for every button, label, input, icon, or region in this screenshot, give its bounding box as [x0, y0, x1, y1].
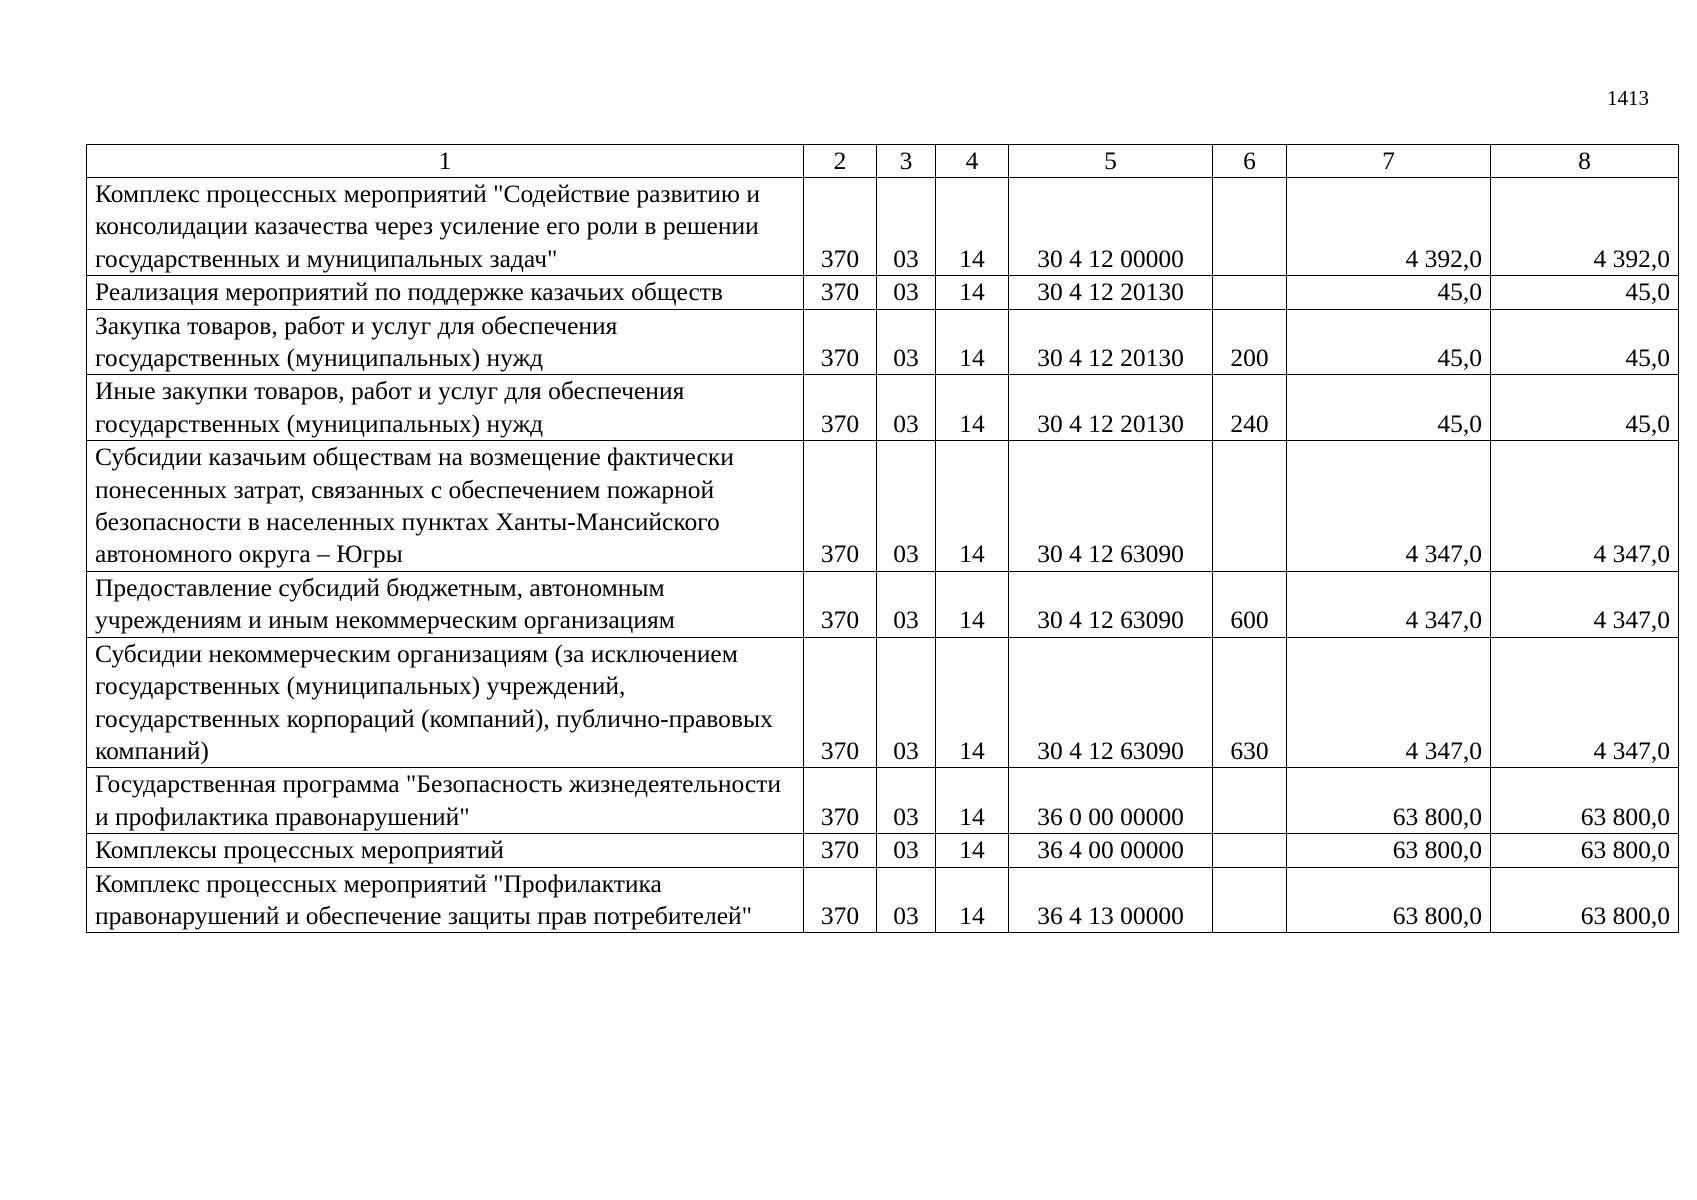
subsection-code-cell: 14: [936, 768, 1009, 834]
target-article-cell: 36 4 13 00000: [1009, 867, 1213, 933]
target-article-cell: 36 0 00 00000: [1009, 768, 1213, 834]
amount-cell: 4 347,0: [1287, 571, 1491, 637]
column-header: 2: [804, 145, 877, 178]
table-header-row: [87, 145, 1679, 178]
ved-code-cell: 370: [804, 768, 877, 834]
ved-code-cell: 370: [804, 375, 877, 441]
amount-cell: 45,0: [1491, 375, 1679, 441]
ved-code-cell: 370: [804, 276, 877, 309]
table-body: [87, 145, 1679, 933]
target-article-cell: 30 4 12 20130: [1009, 276, 1213, 309]
section-code-cell: 03: [877, 637, 936, 768]
table-row: [87, 637, 1679, 768]
expense-type-cell: [1213, 441, 1287, 572]
target-article-cell: 30 4 12 63090: [1009, 441, 1213, 572]
amount-cell: 45,0: [1287, 276, 1491, 309]
target-article-cell: 30 4 12 63090: [1009, 637, 1213, 768]
subsection-code-cell: 14: [936, 867, 1009, 933]
target-article-cell: 30 4 12 20130: [1009, 309, 1213, 375]
row-name-cell: Комплекс процессных мероприятий "Содействие развитию и консолидации казачества через усиление его роли в решении государственных и муниципальных задач": [87, 178, 804, 276]
amount-cell: 45,0: [1491, 276, 1679, 309]
table-row: [87, 571, 1679, 637]
column-header: 5: [1009, 145, 1213, 178]
budget-table: [86, 144, 1679, 933]
amount-cell: 4 392,0: [1491, 178, 1679, 276]
page-number: 1413: [1607, 86, 1649, 110]
expense-type-cell: 630: [1213, 637, 1287, 768]
row-name-cell: Комплекс процессных мероприятий "Профилактика правонарушений и обеспечение защиты прав потребителей": [87, 867, 804, 933]
expense-type-cell: 600: [1213, 571, 1287, 637]
table-row: [87, 276, 1679, 309]
amount-cell: 4 347,0: [1491, 637, 1679, 768]
subsection-code-cell: 14: [936, 375, 1009, 441]
row-name-cell: Субсидии казачьим обществам на возмещение фактически понесенных затрат, связанных с обеспечением пожарной безопасности в населенных пунктах Ханты-Мансийского автономного округа – Югры: [87, 441, 804, 572]
ved-code-cell: 370: [804, 178, 877, 276]
section-code-cell: 03: [877, 309, 936, 375]
table-row: [87, 867, 1679, 933]
section-code-cell: 03: [877, 441, 936, 572]
row-name-cell: Предоставление субсидий бюджетным, автономным учреждениям и иным некоммерческим организациям: [87, 571, 804, 637]
amount-cell: 63 800,0: [1491, 768, 1679, 834]
column-header: 6: [1213, 145, 1287, 178]
subsection-code-cell: 14: [936, 834, 1009, 867]
target-article-cell: 30 4 12 63090: [1009, 571, 1213, 637]
subsection-code-cell: 14: [936, 309, 1009, 375]
column-header: 1: [87, 145, 804, 178]
amount-cell: 63 800,0: [1287, 768, 1491, 834]
ved-code-cell: 370: [804, 441, 877, 572]
section-code-cell: 03: [877, 571, 936, 637]
ved-code-cell: 370: [804, 637, 877, 768]
subsection-code-cell: 14: [936, 441, 1009, 572]
amount-cell: 63 800,0: [1287, 867, 1491, 933]
expense-type-cell: 240: [1213, 375, 1287, 441]
amount-cell: 4 347,0: [1287, 441, 1491, 572]
subsection-code-cell: 14: [936, 178, 1009, 276]
amount-cell: 63 800,0: [1491, 834, 1679, 867]
amount-cell: 4 347,0: [1491, 571, 1679, 637]
row-name-cell: Комплексы процессных мероприятий: [87, 834, 804, 867]
amount-cell: 4 347,0: [1491, 441, 1679, 572]
amount-cell: 4 392,0: [1287, 178, 1491, 276]
ved-code-cell: 370: [804, 834, 877, 867]
ved-code-cell: 370: [804, 571, 877, 637]
target-article-cell: 36 4 00 00000: [1009, 834, 1213, 867]
ved-code-cell: 370: [804, 309, 877, 375]
table-row: [87, 309, 1679, 375]
column-header: 7: [1287, 145, 1491, 178]
expense-type-cell: [1213, 768, 1287, 834]
section-code-cell: 03: [877, 768, 936, 834]
ved-code-cell: 370: [804, 867, 877, 933]
expense-type-cell: [1213, 867, 1287, 933]
amount-cell: 63 800,0: [1287, 834, 1491, 867]
subsection-code-cell: 14: [936, 276, 1009, 309]
column-header: 4: [936, 145, 1009, 178]
amount-cell: 45,0: [1491, 309, 1679, 375]
column-header: 3: [877, 145, 936, 178]
table-row: [87, 375, 1679, 441]
amount-cell: 45,0: [1287, 375, 1491, 441]
target-article-cell: 30 4 12 00000: [1009, 178, 1213, 276]
row-name-cell: Закупка товаров, работ и услуг для обеспечения государственных (муниципальных) нужд: [87, 309, 804, 375]
row-name-cell: Государственная программа "Безопасность жизнедеятельности и профилактика правонарушений": [87, 768, 804, 834]
column-header: 8: [1491, 145, 1679, 178]
subsection-code-cell: 14: [936, 637, 1009, 768]
table-row: [87, 441, 1679, 572]
subsection-code-cell: 14: [936, 571, 1009, 637]
table-row: [87, 768, 1679, 834]
row-name-cell: Иные закупки товаров, работ и услуг для обеспечения государственных (муниципальных) нужд: [87, 375, 804, 441]
amount-cell: 4 347,0: [1287, 637, 1491, 768]
target-article-cell: 30 4 12 20130: [1009, 375, 1213, 441]
expense-type-cell: [1213, 276, 1287, 309]
row-name-cell: Субсидии некоммерческим организациям (за исключением государственных (муниципальных) учреждений, государственных корпораций (компаний), публично-правовых компаний): [87, 637, 804, 768]
expense-type-cell: [1213, 178, 1287, 276]
amount-cell: 63 800,0: [1491, 867, 1679, 933]
section-code-cell: 03: [877, 834, 936, 867]
expense-type-cell: 200: [1213, 309, 1287, 375]
section-code-cell: 03: [877, 178, 936, 276]
row-name-cell: Реализация мероприятий по поддержке казачьих обществ: [87, 276, 804, 309]
section-code-cell: 03: [877, 276, 936, 309]
amount-cell: 45,0: [1287, 309, 1491, 375]
table-row: [87, 834, 1679, 867]
table-row: [87, 178, 1679, 276]
expense-type-cell: [1213, 834, 1287, 867]
section-code-cell: 03: [877, 867, 936, 933]
section-code-cell: 03: [877, 375, 936, 441]
